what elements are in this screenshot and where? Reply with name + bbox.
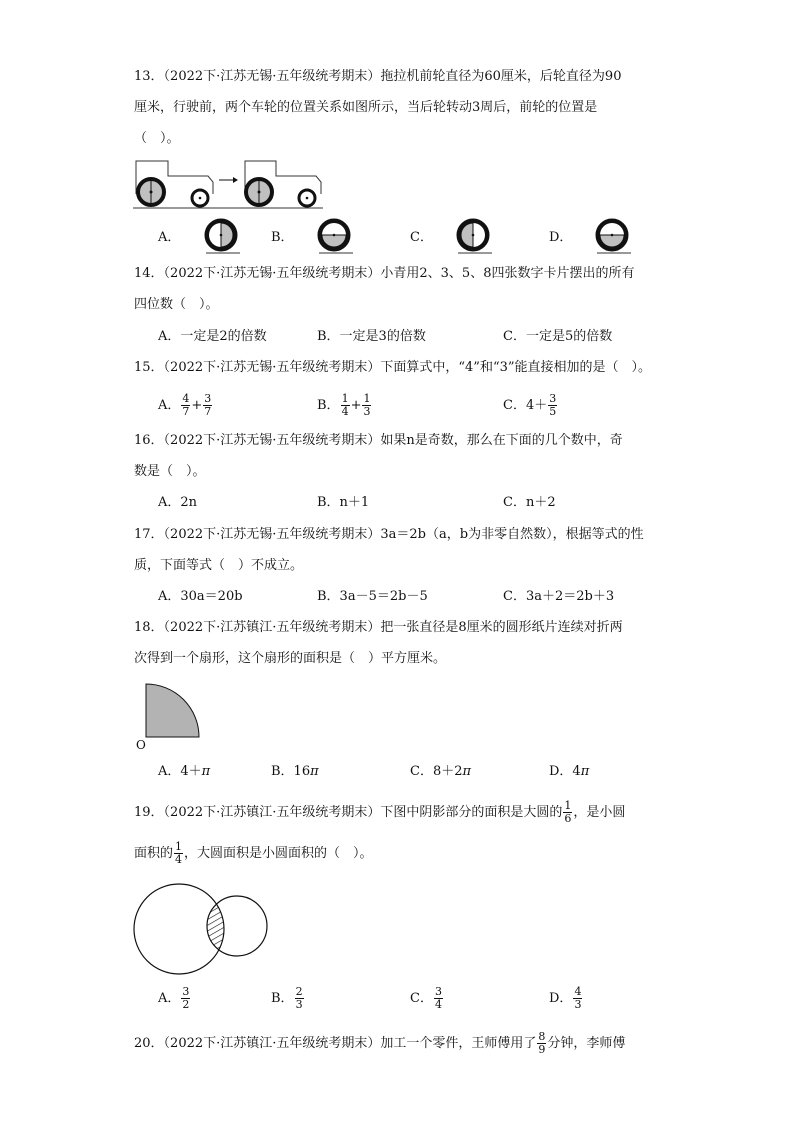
q14-option-b[interactable]: B．一定是3的倍数 [317, 329, 426, 344]
q17-option-c[interactable]: C．3a＋2＝2b＋3 [503, 589, 615, 604]
q19-option-d[interactable]: D． $\frac{4}{3}$ [549, 985, 582, 1011]
q13-option-c[interactable]: C． [410, 230, 433, 245]
q16-option-c[interactable]: C．n＋2 [503, 495, 556, 510]
q18-option-c[interactable]: C．8＋2π [410, 764, 472, 779]
q17-line1: 17．（2022下·江苏无锡·五年级统考期末）3a＝2b（a，b为非零自然数），根据等式的性 [134, 527, 644, 542]
fraction: $\frac{1}{3}$ [363, 392, 371, 418]
q17-line2: 质，下面等式（ ）不成立。 [134, 558, 304, 573]
q19-option-b[interactable]: B． $\frac{2}{3}$ [271, 985, 303, 1011]
fraction: $\frac{1}{4}$ [175, 840, 183, 866]
q19-option-a[interactable]: A． $\frac{3}{2}$ [158, 985, 190, 1011]
q17-option-b[interactable]: B．3a－5＝2b－5 [317, 589, 428, 604]
q19-option-c[interactable]: C． $\frac{3}{4}$ [410, 985, 442, 1011]
q18-option-a[interactable]: A．4＋π [158, 764, 211, 779]
q15-b-label: B． [317, 398, 340, 413]
q16-option-b[interactable]: B．n＋1 [317, 495, 370, 510]
fraction: $\frac{3}{7}$ [204, 392, 212, 418]
fraction: $\frac{4}{7}$ [182, 392, 190, 418]
q14-option-a[interactable]: A．一定是2的倍数 [158, 329, 267, 344]
tractor-figure [133, 158, 328, 212]
q18-line2: 次得到一个扇形，这个扇形的面积是（ ）平方厘米。 [134, 651, 447, 666]
fraction: $\frac{3}{4}$ [434, 985, 442, 1011]
q18-line1: 18．（2022下·江苏镇江·五年级统考期末）把一张直径是8厘米的圆形纸片连续对折两 [134, 620, 623, 635]
fraction: $\frac{3}{5}$ [549, 392, 557, 418]
q15-option-b[interactable]: B． $\frac{1}{4}$ + $\frac{1}{3}$ [317, 392, 371, 418]
quarter-circle-figure [136, 682, 206, 750]
q13-line3: （ ）。 [134, 131, 180, 146]
q13-option-d-wheel [591, 217, 633, 255]
q16-line1: 16．（2022下·江苏无锡·五年级统考期末）如果n是奇数，那么在下面的几个数中，奇 [134, 433, 623, 448]
q13-option-a[interactable]: A． [158, 230, 181, 245]
fraction: $\frac{4}{3}$ [574, 985, 582, 1011]
fraction: $\frac{1}{4}$ [341, 392, 349, 418]
q19-line2: 面积的 $\frac{1}{4}$ ，大圆面积是小圆面积的（ ）。 [134, 840, 373, 866]
q15-line1: 15．（2022下·江苏无锡·五年级统考期末）下面算式中，“4”和“3”能直接相加的是（ ）。 [134, 360, 652, 375]
q13-option-b[interactable]: B． [271, 230, 294, 245]
fraction: $\frac{3}{2}$ [182, 985, 190, 1011]
q14-line2: 四位数（ ）。 [134, 297, 219, 312]
q18-figure-origin-label: O [136, 738, 146, 752]
q13-line1: 13．（2022下·江苏无锡·五年级统考期末）拖拉机前轮直径为60厘米，后轮直径为90 [134, 69, 622, 84]
q13-option-c-wheel [452, 217, 494, 255]
q20-line1: 20．（2022下·江苏镇江·五年级统考期末）加工一个零件，王师傅用了 $\frac{8}{9}$ 分钟，李师傅 [134, 1030, 626, 1056]
q18-option-d[interactable]: D．4π [549, 764, 590, 779]
fraction: $\frac{2}{3}$ [295, 985, 303, 1011]
q15-option-a[interactable]: A． $\frac{4}{7}$ + $\frac{3}{7}$ [158, 392, 212, 418]
q19-line1: 19．（2022下·江苏镇江·五年级统考期末）下图中阴影部分的面积是大圆的 $\frac{1}{6}$ ，是小圆 [134, 799, 626, 825]
q13-line2: 厘米，行驶前，两个车轮的位置关系如图所示，当后轮转动3周后，前轮的位置是 [134, 100, 598, 115]
fraction: $\frac{1}{6}$ [564, 799, 572, 825]
q15-a-label: A． [158, 398, 181, 413]
q13-option-b-wheel [313, 217, 355, 255]
q17-option-a[interactable]: A．30a＝20b [158, 589, 243, 604]
q14-line1: 14．（2022下·江苏无锡·五年级统考期末）小青用2、3、5、8四张数字卡片摆出的所有 [134, 266, 635, 281]
q14-option-c[interactable]: C．一定是5的倍数 [503, 329, 613, 344]
q13-option-a-wheel [200, 217, 242, 255]
q15-c-label: C． [503, 398, 526, 413]
q16-option-a[interactable]: A．2n [158, 495, 198, 510]
q15-option-c[interactable]: C．4＋ $\frac{3}{5}$ [503, 392, 557, 418]
fraction: $\frac{8}{9}$ [538, 1030, 546, 1056]
q16-line2: 数是（ ）。 [134, 464, 206, 479]
q13-option-d[interactable]: D． [549, 230, 573, 245]
q18-option-b[interactable]: B．16π [271, 764, 319, 779]
overlapping-circles-figure [134, 875, 274, 987]
